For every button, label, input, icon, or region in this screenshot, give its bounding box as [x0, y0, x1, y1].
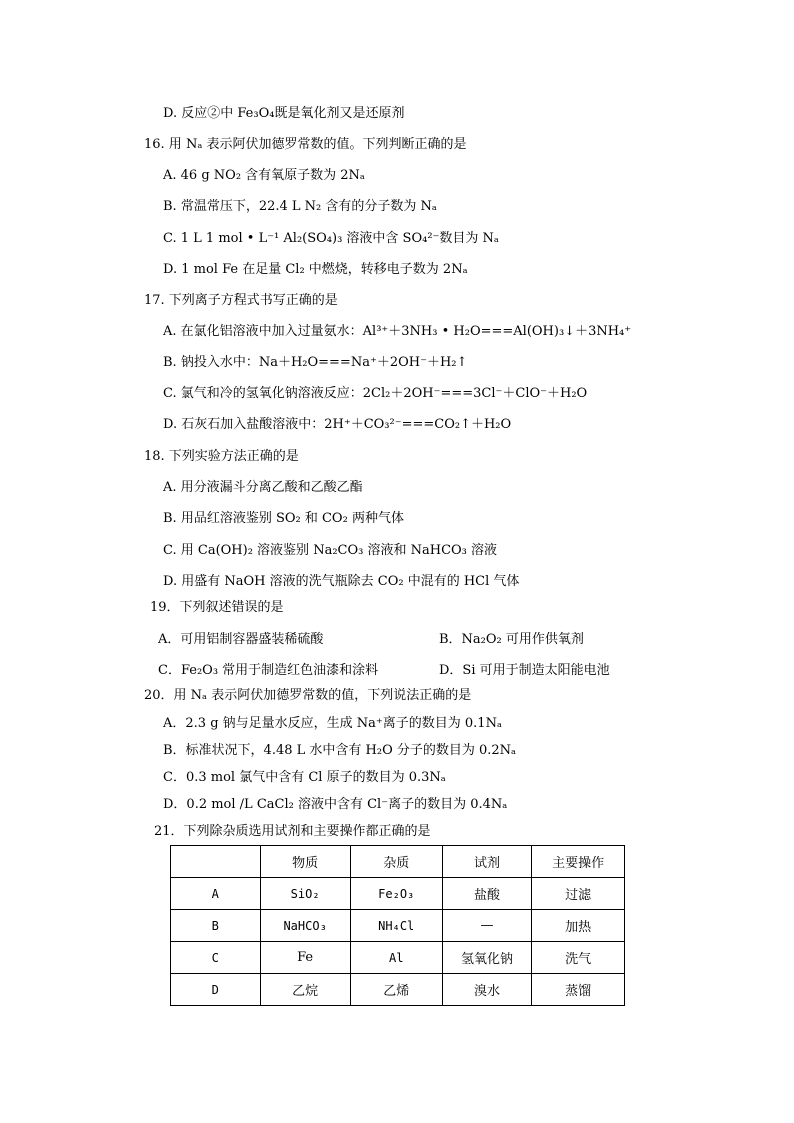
table-cell: D: [171, 974, 261, 1006]
table-header-row: [171, 846, 625, 878]
option-16c: C. 1 L 1 mol • L⁻¹ Al₂(SO₄)₃ 溶液中含 SO₄²⁻数目为 Nₐ: [163, 231, 499, 246]
table-cell: B: [171, 910, 261, 942]
question-19: 19．下列叙述错误的是: [150, 600, 284, 615]
table-cell: 氢氧化钠: [442, 942, 532, 974]
table-header-cell: [171, 846, 261, 878]
table-header-cell: 主要操作: [532, 846, 625, 878]
option-20d: D．0.2 mol /L CaCl₂ 溶液中含有 Cl⁻离子的数目为 0.4Nₐ: [163, 797, 508, 812]
option-18a: A. 用分液漏斗分离乙酸和乙酸乙酯: [163, 480, 363, 495]
table-cell: 乙烯: [350, 974, 442, 1006]
table-cell: SiO₂: [260, 878, 350, 910]
table-cell: 蒸馏: [532, 974, 625, 1006]
table-header-cell: 物质: [260, 846, 350, 878]
question-21: 21．下列除杂质选用试剂和主要操作都正确的是: [154, 824, 431, 839]
option-16d: D. 1 mol Fe 在足量 Cl₂ 中燃烧，转移电子数为 2Nₐ: [163, 262, 468, 277]
table-cell: 洗气: [532, 942, 625, 974]
question-16: 16. 用 Nₐ 表示阿伏加德罗常数的值。下列判断正确的是: [144, 137, 467, 152]
option-19d: D．Si 可用于制造太阳能电池: [439, 663, 610, 678]
table-header-cell: 试剂: [442, 846, 532, 878]
option-19a: A．可用铝制容器盛装稀硫酸: [158, 632, 324, 647]
question-20: 20．用 Nₐ 表示阿伏加德罗常数的值，下列说法正确的是: [144, 688, 472, 703]
impurity-table: [170, 845, 625, 1006]
table-cell: Al: [350, 942, 442, 974]
table-row: [171, 942, 625, 974]
question-18: 18. 下列实验方法正确的是: [144, 449, 299, 464]
table-row: [171, 878, 625, 910]
option-20a: A．2.3 g 钠与足量水反应，生成 Na⁺离子的数目为 0.1Nₐ: [163, 716, 502, 731]
table-row: [171, 974, 625, 1006]
option-17d: D. 石灰石加入盐酸溶液中：2H⁺＋CO₃²⁻===CO₂↑＋H₂O: [163, 417, 512, 432]
option-19c: C．Fe₂O₃ 常用于制造红色油漆和涂料: [158, 663, 379, 678]
option-18c: C. 用 Ca(OH)₂ 溶液鉴别 Na₂CO₃ 溶液和 NaHCO₃ 溶液: [163, 543, 498, 558]
option-16b: B. 常温常压下，22.4 L N₂ 含有的分子数为 Nₐ: [163, 199, 437, 214]
option-17b: B. 钠投入水中：Na＋H₂O===Na⁺＋2OH⁻＋H₂↑: [163, 355, 468, 370]
option-20b: B．标准状况下，4.48 L 水中含有 H₂O 分子的数目为 0.2Nₐ: [163, 743, 517, 758]
option-19b: B．Na₂O₂ 可用作供氧剂: [439, 632, 584, 647]
option-20c: C．0.3 mol 氯气中含有 Cl 原子的数目为 0.3Nₐ: [163, 770, 446, 785]
option-18d: D. 用盛有 NaOH 溶液的洗气瓶除去 CO₂ 中混有的 HCl 气体: [163, 574, 520, 589]
option-18b: B. 用品红溶液鉴别 SO₂ 和 CO₂ 两种气体: [163, 511, 404, 526]
table-cell: Fe: [260, 942, 350, 974]
table-header-cell: 杂质: [350, 846, 442, 878]
table-cell: 溴水: [442, 974, 532, 1006]
table-row: [171, 910, 625, 942]
option-16a: A. 46 g NO₂ 含有氧原子数为 2Nₐ: [163, 168, 365, 183]
table-cell: A: [171, 878, 261, 910]
table-cell: NaHCO₃: [260, 910, 350, 942]
option-17a: A. 在氯化铝溶液中加入过量氨水：Al³⁺＋3NH₃ • H₂O===Al(OH)₃↓＋3NH₄⁺: [163, 324, 632, 339]
table-cell: 乙烷: [260, 974, 350, 1006]
option-15d: D. 反应②中 Fe₃O₄既是氧化剂又是还原剂: [163, 106, 405, 121]
table-cell: Fe₂O₃: [350, 878, 442, 910]
question-17: 17. 下列离子方程式书写正确的是: [144, 293, 338, 308]
option-17c: C. 氯气和冷的氢氧化钠溶液反应：2Cl₂＋2OH⁻===3Cl⁻＋ClO⁻＋H₂O: [163, 386, 588, 401]
table-cell: 加热: [532, 910, 625, 942]
table-cell: 过滤: [532, 878, 625, 910]
table-cell: C: [171, 942, 261, 974]
table-cell: —: [442, 910, 532, 942]
table-cell: 盐酸: [442, 878, 532, 910]
table-cell: NH₄Cl: [350, 910, 442, 942]
